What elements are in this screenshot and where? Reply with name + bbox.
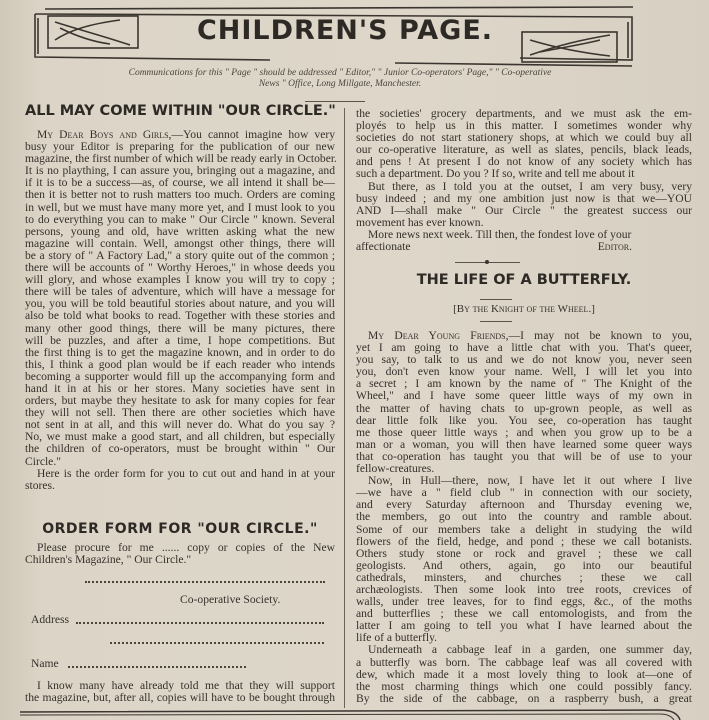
text-line: ployés to help us in this matter. I sometimes wonder why xyxy=(356,119,692,133)
text-line: Please procure for me ...... copy or copies of the New xyxy=(37,541,335,554)
divider xyxy=(480,299,512,300)
address-field[interactable] xyxy=(76,622,324,624)
text-line: life of a butterfly. xyxy=(356,631,438,645)
salutation: My Dear Boys and Girls, xyxy=(37,128,172,141)
text-line: societies do not start stationery shops, at which we could buy all xyxy=(356,131,692,145)
text-line: will glory, and whose examples I know you will try to copy ; xyxy=(25,273,335,287)
text-line: dew, which made it a most lovely thing to look at—one of xyxy=(356,667,692,681)
text-line: magazine, the first number of which will be ready early in October. xyxy=(25,152,337,166)
text-line: will be puzzles, and after a time, I hope competitions. But xyxy=(25,333,335,347)
text-line: Underneath a cabbage leaf in a garden, one summer day, xyxy=(368,643,692,657)
salutation: My Dear Young Friends, xyxy=(368,329,509,342)
text-line: many other good things, there will be many pictures, there xyxy=(25,321,335,335)
text-line: It is no plaything, I can assure you, bringing out a magazine, and xyxy=(25,164,335,178)
text-line: you, you will be told beautiful stories about nature, and you will xyxy=(25,297,335,311)
article-heading: ALL MAY COME WITHIN "OUR CIRCLE." xyxy=(25,103,336,119)
signature: Editor. xyxy=(597,240,632,253)
article-continued xyxy=(356,108,692,241)
text-line: fellow-creatures. xyxy=(356,462,435,476)
signoff xyxy=(356,241,692,253)
text-line: latter I am going to tell you what I have learned about the xyxy=(356,619,692,633)
text-line: also be told what books to read. Together with these stories and xyxy=(25,309,335,323)
byline: [By the Knight of the Wheel.] xyxy=(453,303,595,315)
text-line: they will not sell. Then there are other societies which have xyxy=(25,406,335,420)
communications-note xyxy=(60,68,620,90)
text-line: me those queer little ways ; and when you grow up to be a xyxy=(356,425,692,439)
text-line: and every Saturday afternoon and Thursday evening we, xyxy=(356,498,692,512)
text-line: be a story of " A Factory Lad," a story quite out of the common ; xyxy=(25,248,335,262)
text-line: Here is the order form for you to cut out and hand in at your xyxy=(37,466,335,480)
text-line: cathedrals, minsters, and churches ; these we call xyxy=(356,570,692,584)
text-line: the magazine, but, after all, copies will have to be bought through xyxy=(25,691,335,705)
name-label: Name xyxy=(31,657,59,670)
text-line: Circle." xyxy=(25,454,61,468)
text-line: Now, in Hull—there, now, I have let it out where I live xyxy=(368,474,692,488)
text-line: busy indeed ; and my one ambition just now is that we—YOU xyxy=(356,191,692,205)
text-line: Children's Magazine, " Our Circle." xyxy=(25,553,192,567)
text-line: magazine will contain. Well, amongst other things, there will xyxy=(25,236,335,250)
text-line: that co-operation has taught you that will be of use to your xyxy=(356,449,692,463)
text-line: becoming a supporter would fill up the accompanying form and xyxy=(25,369,335,383)
text-line: the societies' grocery departments, and we must ask the em- xyxy=(356,107,692,120)
text-line: there will be tales of adventure, which will have a message for xyxy=(25,285,335,299)
ornament-dot xyxy=(485,260,489,264)
article-body xyxy=(25,129,335,492)
text-line: you, don't even know your name. Well, I will let you into xyxy=(356,365,692,379)
text-line: in well, but we must have many more yet, and I must look to you xyxy=(25,200,335,214)
text-line: there will be accounts of " Worthy Heroes," in whose deeds you xyxy=(25,261,335,275)
text-line: hand it in at his or her stores. Many societies have sent in xyxy=(25,381,335,395)
text-line: My Dear Boys and Girls,—You cannot imagine how very xyxy=(37,128,336,141)
text-line: orders, but maybe they hesitate to ask for many copies for fear xyxy=(25,394,335,408)
text-line: persons, young and old, have written asking what the new xyxy=(25,224,335,238)
text-line: the most charming things which one could possibly fancy. xyxy=(356,679,692,693)
text-line: No, we must make a good start, and all children, but especially xyxy=(25,430,335,444)
butterfly-body xyxy=(356,330,692,705)
divider xyxy=(305,101,365,102)
text-line: dear little folk like you. You see, co-operation has taught xyxy=(356,413,692,427)
communications-line: Communications for this " Page " should be addressed " Editor," " Junior Co-operators' Page," " Co-operative xyxy=(128,68,552,78)
society-name-field[interactable] xyxy=(85,581,325,583)
text-line: the members, go out into the country and ramble about. xyxy=(356,510,692,524)
column-divider xyxy=(344,108,345,708)
society-label: Co-operative Society. xyxy=(180,593,281,606)
address-field-line2[interactable] xyxy=(110,642,324,644)
text-line: stores. xyxy=(25,478,55,492)
bottom-border xyxy=(0,704,709,720)
communications-line: News " Office, Long Millgate, Manchester. xyxy=(258,79,422,89)
name-field[interactable] xyxy=(68,666,246,668)
text-line: By the side of the cabbage, on a raspberry bush, a great xyxy=(356,691,692,705)
text-line: flowers of the field, hedge, and pond ; these we call botanists. xyxy=(356,534,692,548)
closing-word: affectionate xyxy=(356,240,411,253)
text-line: But there, as I told you at the outset, I am very busy, very xyxy=(368,179,692,193)
text-line: the first thing is to get the magazine known, and in order to do xyxy=(25,345,335,359)
text-line: a butterfly was born. The cabbage leaf was all covered with xyxy=(356,655,692,669)
text-line: and pens ! At present I do not know of any society which has xyxy=(356,155,692,169)
text-line: a secret ; I am known by the name of " The Knight of the xyxy=(356,377,692,391)
text-line: our co-operative literature, as well as slates, pencils, black leads, xyxy=(356,143,692,157)
text-line: AND I—shall make " Our Circle " the greatest success our xyxy=(356,203,692,217)
text-line: Some of our members take a delight in studying the wild xyxy=(356,522,692,536)
text-line: My Dear Young Friends,—I may not be known to you, xyxy=(368,329,692,342)
text-line: —we have a " field club " in connection with our society, xyxy=(356,486,692,500)
text-line: man or a woman, you will then have learned some queer ways xyxy=(356,437,692,451)
text-line: movement has ever known. xyxy=(356,215,484,229)
text-line: to do everything you can to make " Our Circle " known. Several xyxy=(25,212,335,226)
address-label: Address xyxy=(31,613,69,626)
text-line: and butterflies ; these we call entomologists, and from the xyxy=(356,607,692,621)
text-line: Wheel," and I have some queer little ways of my own in xyxy=(356,389,692,403)
text-line: if it is to be a success—as, of course, we all intend it shall be— xyxy=(25,176,335,190)
page-title: CHILDREN'S PAGE. xyxy=(196,15,494,46)
divider xyxy=(480,321,512,322)
closing-text xyxy=(25,680,335,704)
text-line: busy your Editor is preparing for the publication of our new xyxy=(25,140,335,154)
text-line: then it is better not to rush matters too much. Orders are coming xyxy=(25,188,335,202)
text-line: this, I think a good plan would be if each reader who intends xyxy=(25,357,335,371)
text-line: geologists. And others, again, go into our beautiful xyxy=(356,558,692,572)
text-line: the matter of having chats to up-grown people, as well as xyxy=(356,401,692,415)
text-line: you say, to talk to us and we do not know you, never seen xyxy=(356,353,692,367)
text-line: such a department. Do you ? If so, write and tell me about it xyxy=(356,167,635,181)
order-form-intro xyxy=(25,542,335,566)
text-line: I know many have already told me that they will support xyxy=(37,679,335,692)
text-line: not sent in at all, and this will never do. What do you say ? xyxy=(25,418,335,432)
text-line: yet I am going to have a little chat with you. That's queer, xyxy=(356,341,692,355)
text-line: walls, under tree leaves, for to find eggs, &c., of the moths xyxy=(356,595,692,609)
text-line: archæologists. Then some look into tree roots, crevices of xyxy=(356,582,692,596)
text-line: the children of co-operators, must be brought within " Our xyxy=(25,442,335,456)
text-line: Others study stone or rock and gravel ; these we call xyxy=(356,546,692,560)
text-line: More news next week. Till then, the fondest love of your xyxy=(368,227,632,241)
order-form-heading: ORDER FORM FOR "OUR CIRCLE." xyxy=(42,521,318,537)
butterfly-heading: THE LIFE OF A BUTTERFLY. xyxy=(416,272,632,288)
